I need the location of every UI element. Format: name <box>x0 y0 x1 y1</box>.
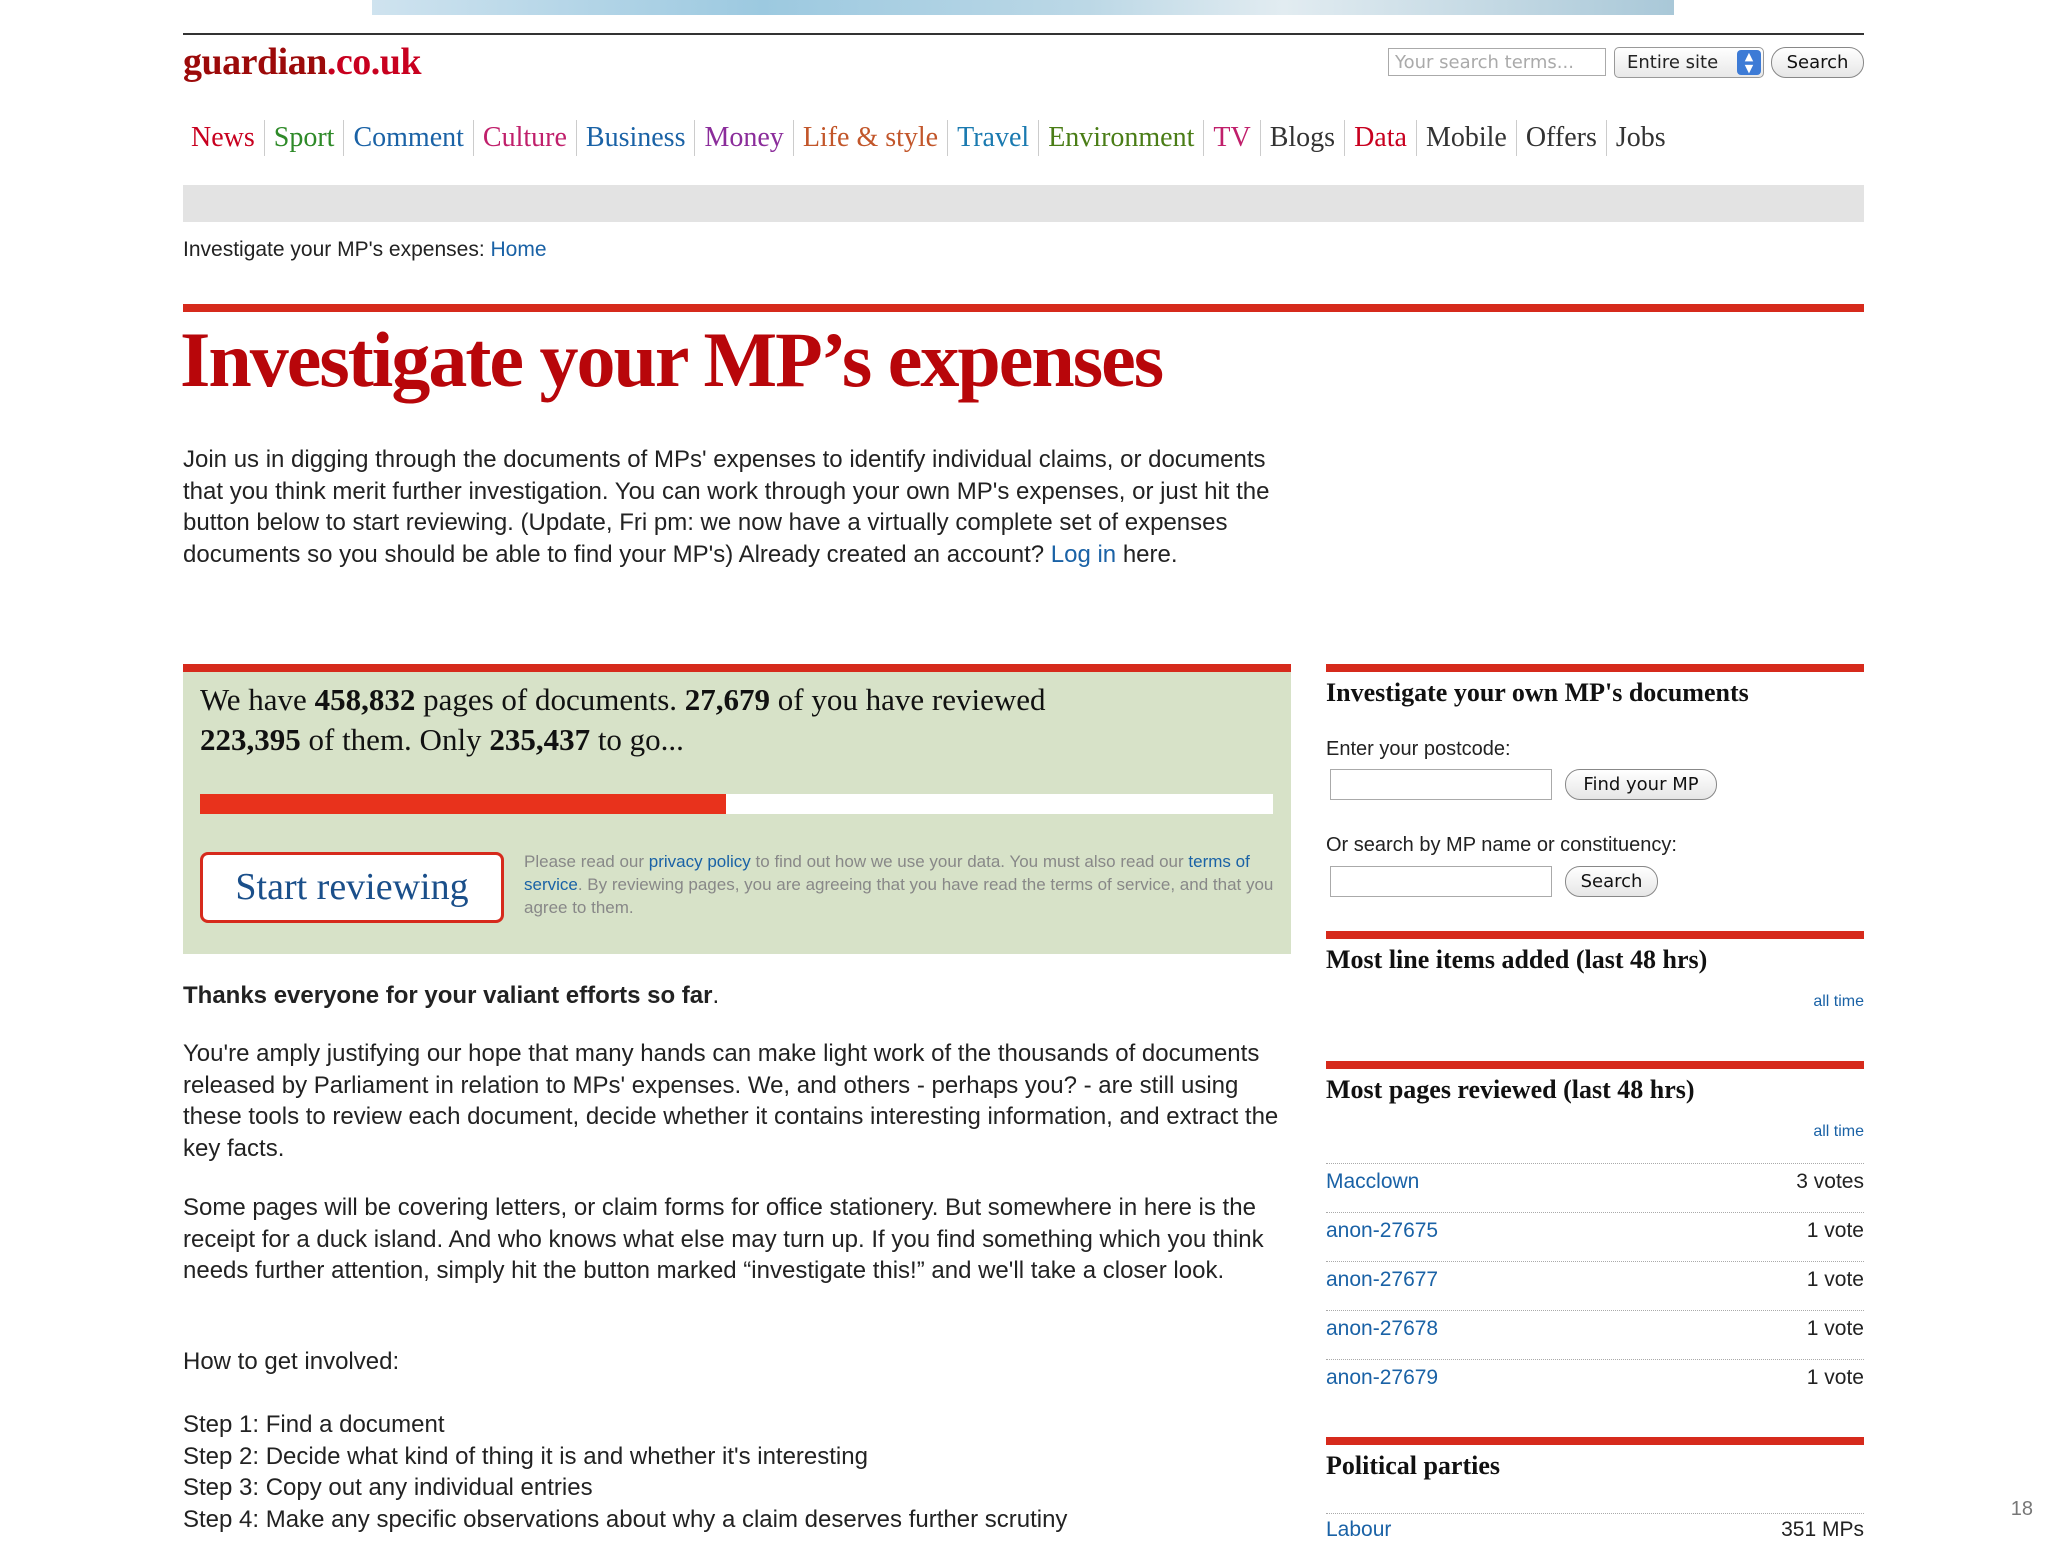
body-paragraph-1: You're amply justifying our hope that many hands can make light work of the thousands of documents released by Parliament in relation to MPs' expenses. We, and others - perhaps you? - are still using these tools to review each document, decide whether it contains interesting information, and extract the key facts. <box>183 1040 1279 1162</box>
nav-item-data[interactable]: Data <box>1345 120 1417 156</box>
guardian-logo[interactable] <box>183 40 421 84</box>
mp-name-input[interactable] <box>1330 866 1552 897</box>
review-progress-bar <box>200 794 1273 814</box>
leaderboard-votes: 1 vote <box>1806 1317 1864 1340</box>
leaderboard-divider <box>1326 1212 1864 1213</box>
nav-item-comment[interactable]: Comment <box>344 120 473 156</box>
party-count: 351 MPs <box>1781 1518 1864 1541</box>
nav-item-offers[interactable]: Offers <box>1517 120 1607 156</box>
stats-text-2: pages of documents. <box>423 682 678 717</box>
leaderboard-user-link[interactable]: anon-27677 <box>1326 1268 1439 1291</box>
site-search-placeholder: Your search terms... <box>1395 52 1574 73</box>
leaderboard-divider <box>1326 1261 1864 1262</box>
nav-item-jobs[interactable]: Jobs <box>1615 122 1666 153</box>
legal-notice <box>524 850 1274 919</box>
find-your-mp-button[interactable]: Find your MP <box>1565 769 1717 800</box>
legal-text-3: . By reviewing pages, you are agreeing that you have read the terms of service, and that you agree to them. <box>524 875 1274 917</box>
pages-reviewed-heading: Most pages reviewed (last 48 hrs) <box>1326 1075 1695 1104</box>
intro-text: Join us in digging through the documents of MPs' expenses to identify individual claims, or documents that you think merit further investigation. You can work through your own MP's expenses, or just hit the button below to start reviewing. (Update, Fri pm: we now have a virtually complete set of expenses documents so you should be able to find your MP's) Already created an account? <box>183 446 1270 568</box>
nav-item-money[interactable]: Money <box>695 120 793 156</box>
leaderboard-votes: 1 vote <box>1806 1366 1864 1389</box>
site-search-button[interactable]: Search <box>1771 47 1864 78</box>
reviewed-count: 223,395 <box>200 722 301 757</box>
nav-item-culture[interactable]: Culture <box>474 120 577 156</box>
nav-item-business[interactable]: Business <box>577 120 696 156</box>
all-time-link-2[interactable]: all time <box>1813 1123 1864 1140</box>
own-mp-heading: Investigate your own MP's documents <box>1326 678 1749 707</box>
line-items-heading: Most line items added (last 48 hrs) <box>1326 945 1708 974</box>
title-rule <box>183 304 1864 312</box>
leaderboard-votes: 1 vote <box>1806 1268 1864 1291</box>
review-progress-fill <box>200 794 726 814</box>
stats-rule <box>183 664 1291 672</box>
nav-item-life-style[interactable]: Life & style <box>794 120 948 156</box>
nav-item-tv[interactable]: TV <box>1204 120 1260 156</box>
breadcrumb-home-link[interactable]: Home <box>490 238 547 261</box>
select-arrows-icon: ▲ ▼ <box>1737 50 1761 75</box>
intro-paragraph <box>183 444 1303 570</box>
nav-item-environment[interactable]: Environment <box>1039 120 1204 156</box>
nav-item-travel[interactable]: Travel <box>948 120 1039 156</box>
party-divider <box>1326 1513 1864 1514</box>
top-banner-image <box>372 0 1674 15</box>
stats-text-3: of you have reviewed <box>777 682 1046 717</box>
top-rule <box>183 33 1864 35</box>
step-item: Step 3: Copy out any individual entries <box>183 1474 593 1501</box>
sidebar-rule-2 <box>1326 931 1864 939</box>
stats-summary <box>200 680 1260 760</box>
postcode-input[interactable] <box>1330 769 1552 800</box>
sidebar-rule-3 <box>1326 1061 1864 1069</box>
pages-count: 458,832 <box>314 682 416 717</box>
legal-text-2: to find out how we use your data. You must also read our <box>755 852 1184 871</box>
political-parties-heading: Political parties <box>1326 1451 1501 1480</box>
nav-item-blogs[interactable]: Blogs <box>1261 120 1345 156</box>
body-paragraph-2: Some pages will be covering letters, or claim forms for office stationery. But somewhere in here is the receipt for a duck island. And who knows what else may turn up. If you find something which you think needs further attention, simply hit the button marked “investigate this!” and we'll take a closer look. <box>183 1194 1264 1284</box>
nav-item-mobile[interactable]: Mobile <box>1417 120 1517 156</box>
sidebar-rule-4 <box>1326 1437 1864 1445</box>
stats-text-5: to go... <box>597 722 684 757</box>
all-time-link-1[interactable]: all time <box>1813 993 1864 1010</box>
step-item: Step 1: Find a document <box>183 1411 445 1438</box>
page-title: Investigate your MP’s expenses <box>180 316 1163 403</box>
start-reviewing-button[interactable]: Start reviewing <box>200 852 504 923</box>
privacy-policy-link[interactable]: privacy policy <box>648 852 751 871</box>
steps-list <box>183 1409 1303 1535</box>
sub-nav-bar <box>183 185 1864 222</box>
sidebar-rule-1 <box>1326 664 1864 672</box>
stats-text-4: of them. Only <box>308 722 482 757</box>
leaderboard-user-link[interactable]: Macclown <box>1326 1170 1420 1193</box>
breadcrumb-prefix: Investigate your MP's expenses: <box>183 238 485 261</box>
party-name[interactable]: Labour <box>1326 1518 1392 1541</box>
slide-number: 18 <box>2010 1498 2033 1520</box>
thanks-text: Thanks everyone for your valiant efforts so far <box>183 982 713 1009</box>
stats-panel <box>183 672 1291 954</box>
step-item: Step 2: Decide what kind of thing it is and whether it's interesting <box>183 1442 868 1470</box>
nav-item-sport[interactable]: Sport <box>265 120 345 156</box>
site-search-input[interactable] <box>1388 48 1606 76</box>
login-link[interactable]: Log in <box>1050 540 1117 568</box>
leaderboard-votes: 1 vote <box>1806 1219 1864 1242</box>
logo-text-domain: .co.uk <box>326 41 421 83</box>
stats-text-1: We have <box>200 682 307 717</box>
mp-search-button[interactable]: Search <box>1565 866 1658 897</box>
search-scope-value: Entire site <box>1627 52 1719 73</box>
leaderboard-user-link[interactable]: anon-27679 <box>1326 1366 1439 1389</box>
reviewers-count: 27,679 <box>684 682 771 717</box>
terms-of-service-link[interactable]: terms of service <box>524 852 1250 894</box>
thanks-end: . <box>712 982 720 1009</box>
remaining-count: 235,437 <box>489 722 591 757</box>
nav-item-news[interactable]: News <box>183 120 265 156</box>
main-nav <box>183 118 1675 158</box>
search-scope-select[interactable] <box>1614 47 1764 78</box>
leaderboard-divider <box>1326 1163 1864 1164</box>
postcode-label: Enter your postcode: <box>1326 738 1511 760</box>
mp-name-label: Or search by MP name or constituency: <box>1326 834 1677 856</box>
leaderboard-divider <box>1326 1359 1864 1360</box>
legal-text-1: Please read our <box>524 852 645 871</box>
how-to-heading: How to get involved: <box>183 1348 400 1375</box>
leaderboard-user-link[interactable]: anon-27678 <box>1326 1317 1439 1340</box>
step-item: Step 4: Make any specific observations about why a claim deserves further scrutiny <box>183 1505 1068 1533</box>
leaderboard-votes: 3 votes <box>1796 1170 1864 1193</box>
leaderboard-user-link[interactable]: anon-27675 <box>1326 1219 1439 1242</box>
thanks-line <box>183 980 1303 1012</box>
breadcrumb <box>183 238 547 262</box>
logo-text-main: guardian <box>183 41 327 83</box>
leaderboard-divider <box>1326 1310 1864 1311</box>
intro-end: here. <box>1122 540 1178 568</box>
